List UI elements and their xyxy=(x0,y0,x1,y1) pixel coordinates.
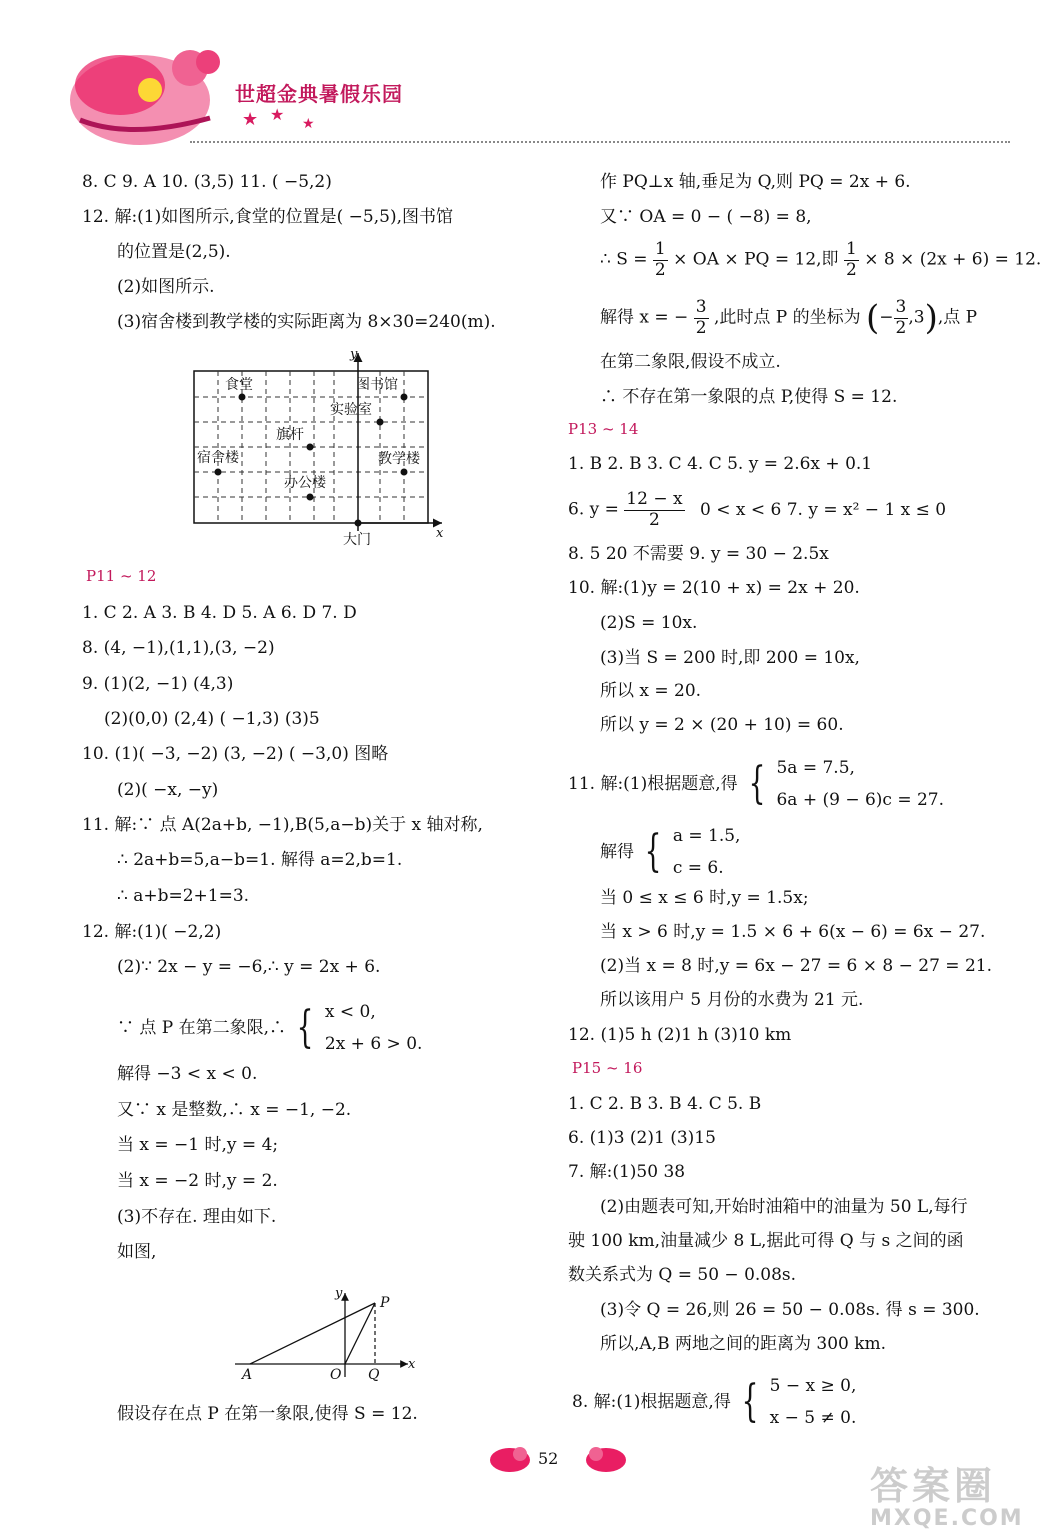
denominator: 2 xyxy=(895,317,907,338)
system-intro: 8. 解:(1)根据题意,得 xyxy=(572,1391,731,1412)
answer-line: ∴ 2a+b=5,a−b=1. 解得 a=2,b=1. xyxy=(117,850,403,870)
fraction xyxy=(624,490,684,530)
area-equation xyxy=(600,240,1041,280)
system-line: 6a + (9 − 6)c = 27. xyxy=(776,790,945,811)
watermark-url: MXQE.COM xyxy=(870,1506,1024,1531)
fraction-three-halves xyxy=(894,298,909,338)
answer-line: 驶 100 km,油量减少 8 L,据此可得 Q 与 s 之间的函 xyxy=(568,1231,964,1251)
denominator: 2 xyxy=(695,317,707,338)
answer-line: (3)宿舍楼到教学楼的实际距离为 8×30=240(m). xyxy=(117,312,496,332)
answer-line: 1. B 2. B 3. C 4. C 5. y = 2.6x + 0.1 xyxy=(568,454,873,474)
equation-system xyxy=(568,752,944,817)
answer-line: (3)不存在. 理由如下. xyxy=(117,1207,277,1227)
answer-line: 1. C 2. A 3. B 4. D 5. A 6. D 7. D xyxy=(82,603,357,623)
answer-line: 12. (1)5 h (2)1 h (3)10 km xyxy=(568,1025,792,1045)
answer-line: (2)S = 10x. xyxy=(600,613,698,633)
triangle-label-p: P xyxy=(380,1295,390,1311)
banner-illustration xyxy=(0,0,1055,160)
numerator: 1 xyxy=(654,239,666,259)
equation-part: × OA × PQ = 12,即 xyxy=(673,249,839,270)
fraction-three-halves xyxy=(694,298,709,338)
fraction-half xyxy=(653,240,668,280)
triangle-label-y: y xyxy=(335,1286,343,1301)
answer-line: 8. C 9. A 10. (3,5) 11. ( −5,2) xyxy=(82,172,332,192)
solution-line xyxy=(600,298,977,338)
answer-line: (2)∵ 2x − y = −6,∴ y = 2x + 6. xyxy=(117,957,381,977)
numerator: 3 xyxy=(695,297,707,317)
answer-line: (2)当 x = 8 时,y = 6x − 27 = 6 × 8 − 27 = 21. xyxy=(600,956,992,976)
answer-line: (3)当 S = 200 时,即 200 = 10x, xyxy=(600,648,860,668)
section-heading: P11 ~ 12 xyxy=(86,567,157,585)
answer-line: (2)( −x, −y) xyxy=(117,780,219,800)
numerator: 12 − x xyxy=(626,489,683,509)
answer-line: 当 x = −1 时,y = 4; xyxy=(117,1135,279,1155)
header-divider xyxy=(190,141,1010,143)
equation-part: ∴ S = xyxy=(600,249,648,270)
triangle-label-q: Q xyxy=(368,1367,380,1383)
section-heading: P13 ~ 14 xyxy=(568,420,639,438)
answer-line: (3)令 Q = 26,则 26 = 50 − 0.08s. 得 s = 300. xyxy=(600,1300,980,1320)
answer-line: 当 0 ≤ x ≤ 6 时,y = 1.5x; xyxy=(600,888,809,908)
svg-text:★: ★ xyxy=(270,105,285,124)
system-line: 2x + 6 > 0. xyxy=(324,1034,423,1055)
watermark-logo xyxy=(870,1455,1050,1530)
equation-part: 解得 x = − xyxy=(600,307,689,328)
answer-line: 8. 5 20 不需要 9. y = 30 − 2.5x xyxy=(568,544,829,564)
answer-line: ∴ 不存在第一象限的点 P,使得 S = 12. xyxy=(600,387,898,407)
answer-line: 10. 解:(1)y = 2(10 + x) = 2x + 20. xyxy=(568,578,860,598)
axis-label-x: x xyxy=(436,526,444,541)
equation-part: ,3 xyxy=(908,307,925,328)
answer-line: 如图, xyxy=(117,1242,157,1262)
denominator: 2 xyxy=(845,259,857,280)
equation-part: 6. y = xyxy=(568,499,619,520)
answer-line: 又∵ x 是整数,∴ x = −1, −2. xyxy=(117,1100,352,1120)
answer-line: 所以 x = 20. xyxy=(600,681,702,701)
left-brace: { xyxy=(645,826,662,878)
answer-line: (2)由题表可知,开始时油箱中的油量为 50 L,每行 xyxy=(600,1197,968,1217)
inequality-system xyxy=(117,996,422,1061)
answer-line: 12. 解:(1)如图所示,食堂的位置是( −5,5),图书馆 xyxy=(82,207,454,227)
map-label-lab: 实验室 xyxy=(330,402,372,418)
answer-line: 11. 解:∵ 点 A(2a+b, −1),B(5,a−b)关于 x 轴对称, xyxy=(82,815,483,835)
left-brace: { xyxy=(748,758,766,810)
answer-line: 作 PQ⊥x 轴,垂足为 Q,则 PQ = 2x + 6. xyxy=(600,172,911,192)
paren-open: ( xyxy=(866,298,880,339)
inequality-system xyxy=(572,1370,856,1435)
equation-system xyxy=(600,820,740,885)
triangle-label-a: A xyxy=(242,1367,253,1383)
answer-line: 解得 −3 < x < 0. xyxy=(117,1064,258,1084)
svg-text:★: ★ xyxy=(242,109,259,130)
answer-line: ∴ a+b=2+1=3. xyxy=(117,886,250,906)
system-line: 5 − x ≥ 0, xyxy=(769,1376,857,1396)
system-intro: ∵ 点 P 在第二象限,∴ xyxy=(117,1017,287,1038)
system-line: x − 5 ≠ 0. xyxy=(769,1408,857,1429)
system-intro: 解得 xyxy=(600,841,634,862)
answer-line: 的位置是(2,5). xyxy=(117,242,231,262)
equation-part: 0 < x < 6 7. y = x² − 1 x ≤ 0 xyxy=(699,499,947,520)
system-equations xyxy=(325,996,423,1061)
answer-line: 所以该用户 5 月份的水费为 21 元. xyxy=(600,990,864,1010)
equation-part: ,点 P xyxy=(937,307,978,328)
map-label-dorm: 宿舍楼 xyxy=(197,450,239,466)
banner-title: 世超金典暑假乐园 xyxy=(235,82,403,106)
system-intro: 11. 解:(1)根据题意,得 xyxy=(568,773,738,794)
answer-line: 又∵ OA = 0 − ( −8) = 8, xyxy=(600,207,812,227)
axis-label-y: y xyxy=(350,347,358,362)
answer-line: (2)如图所示. xyxy=(117,277,215,297)
map-label-office: 办公楼 xyxy=(284,475,326,491)
fraction-half xyxy=(844,240,859,280)
map-label-teaching: 教学楼 xyxy=(378,451,420,467)
equation-part: − xyxy=(879,307,894,328)
equation-part: ,此时点 P 的坐标为 xyxy=(713,307,861,328)
page-number: 52 xyxy=(538,1449,559,1468)
header-banner xyxy=(0,0,1055,160)
system-equations xyxy=(673,820,741,885)
system-equations xyxy=(770,1370,857,1435)
triangle-label-x: x xyxy=(408,1357,416,1372)
equation-part: × 8 × (2x + 6) = 12. xyxy=(864,249,1042,270)
map-label-flagpole: 旗杆 xyxy=(276,427,304,443)
svg-text:★: ★ xyxy=(302,116,315,132)
system-line: x < 0, xyxy=(324,1002,376,1022)
answer-line: 当 x > 6 时,y = 1.5 × 6 + 6(x − 6) = 6x − 27. xyxy=(600,922,986,942)
answer-line: 所以 y = 2 × (20 + 10) = 60. xyxy=(600,715,844,735)
answer-line: 7. 解:(1)50 38 xyxy=(568,1162,686,1182)
answer-line: 9. (1)(2, −1) (4,3) xyxy=(82,674,234,694)
answer-line-fraction xyxy=(568,490,946,530)
system-line: c = 6. xyxy=(672,858,724,879)
map-label-canteen: 食堂 xyxy=(225,377,253,393)
answer-line: 所以,A,B 两地之间的距离为 300 km. xyxy=(600,1334,887,1354)
system-line: 5a = 7.5, xyxy=(776,758,855,778)
system-equations xyxy=(776,752,944,817)
answer-line: 1. C 2. B 3. B 4. C 5. B xyxy=(568,1094,762,1114)
system-line: a = 1.5, xyxy=(672,826,741,846)
left-brace: { xyxy=(297,1002,314,1054)
left-brace: { xyxy=(741,1376,759,1428)
paren-close: ) xyxy=(924,298,938,339)
answer-line: 假设存在点 P 在第一象限,使得 S = 12. xyxy=(117,1404,418,1424)
watermark-text: 答案圈 xyxy=(870,1464,997,1508)
answer-line: 12. 解:(1)( −2,2) xyxy=(82,922,222,942)
triangle-label-o: O xyxy=(330,1367,342,1383)
denominator: 2 xyxy=(654,259,666,280)
section-heading: P15 ~ 16 xyxy=(572,1059,643,1077)
answer-line: 10. (1)( −3, −2) (3, −2) ( −3,0) 图略 xyxy=(82,744,389,764)
answer-line: 6. (1)3 (2)1 (3)15 xyxy=(568,1128,716,1148)
map-label-gate: 大门 xyxy=(343,532,371,548)
answer-line: 数关系式为 Q = 50 − 0.08s. xyxy=(568,1265,797,1285)
answer-line: 当 x = −2 时,y = 2. xyxy=(117,1171,278,1191)
map-label-library: 图书馆 xyxy=(356,377,398,393)
numerator: 1 xyxy=(845,239,857,259)
answer-line: 在第二象限,假设不成立. xyxy=(600,352,781,372)
denominator: 2 xyxy=(649,509,660,530)
answer-line: 8. (4, −1),(1,1),(3, −2) xyxy=(82,638,275,658)
numerator: 3 xyxy=(895,297,907,317)
answer-line: (2)(0,0) (2,4) ( −1,3) (3)5 xyxy=(104,709,320,729)
